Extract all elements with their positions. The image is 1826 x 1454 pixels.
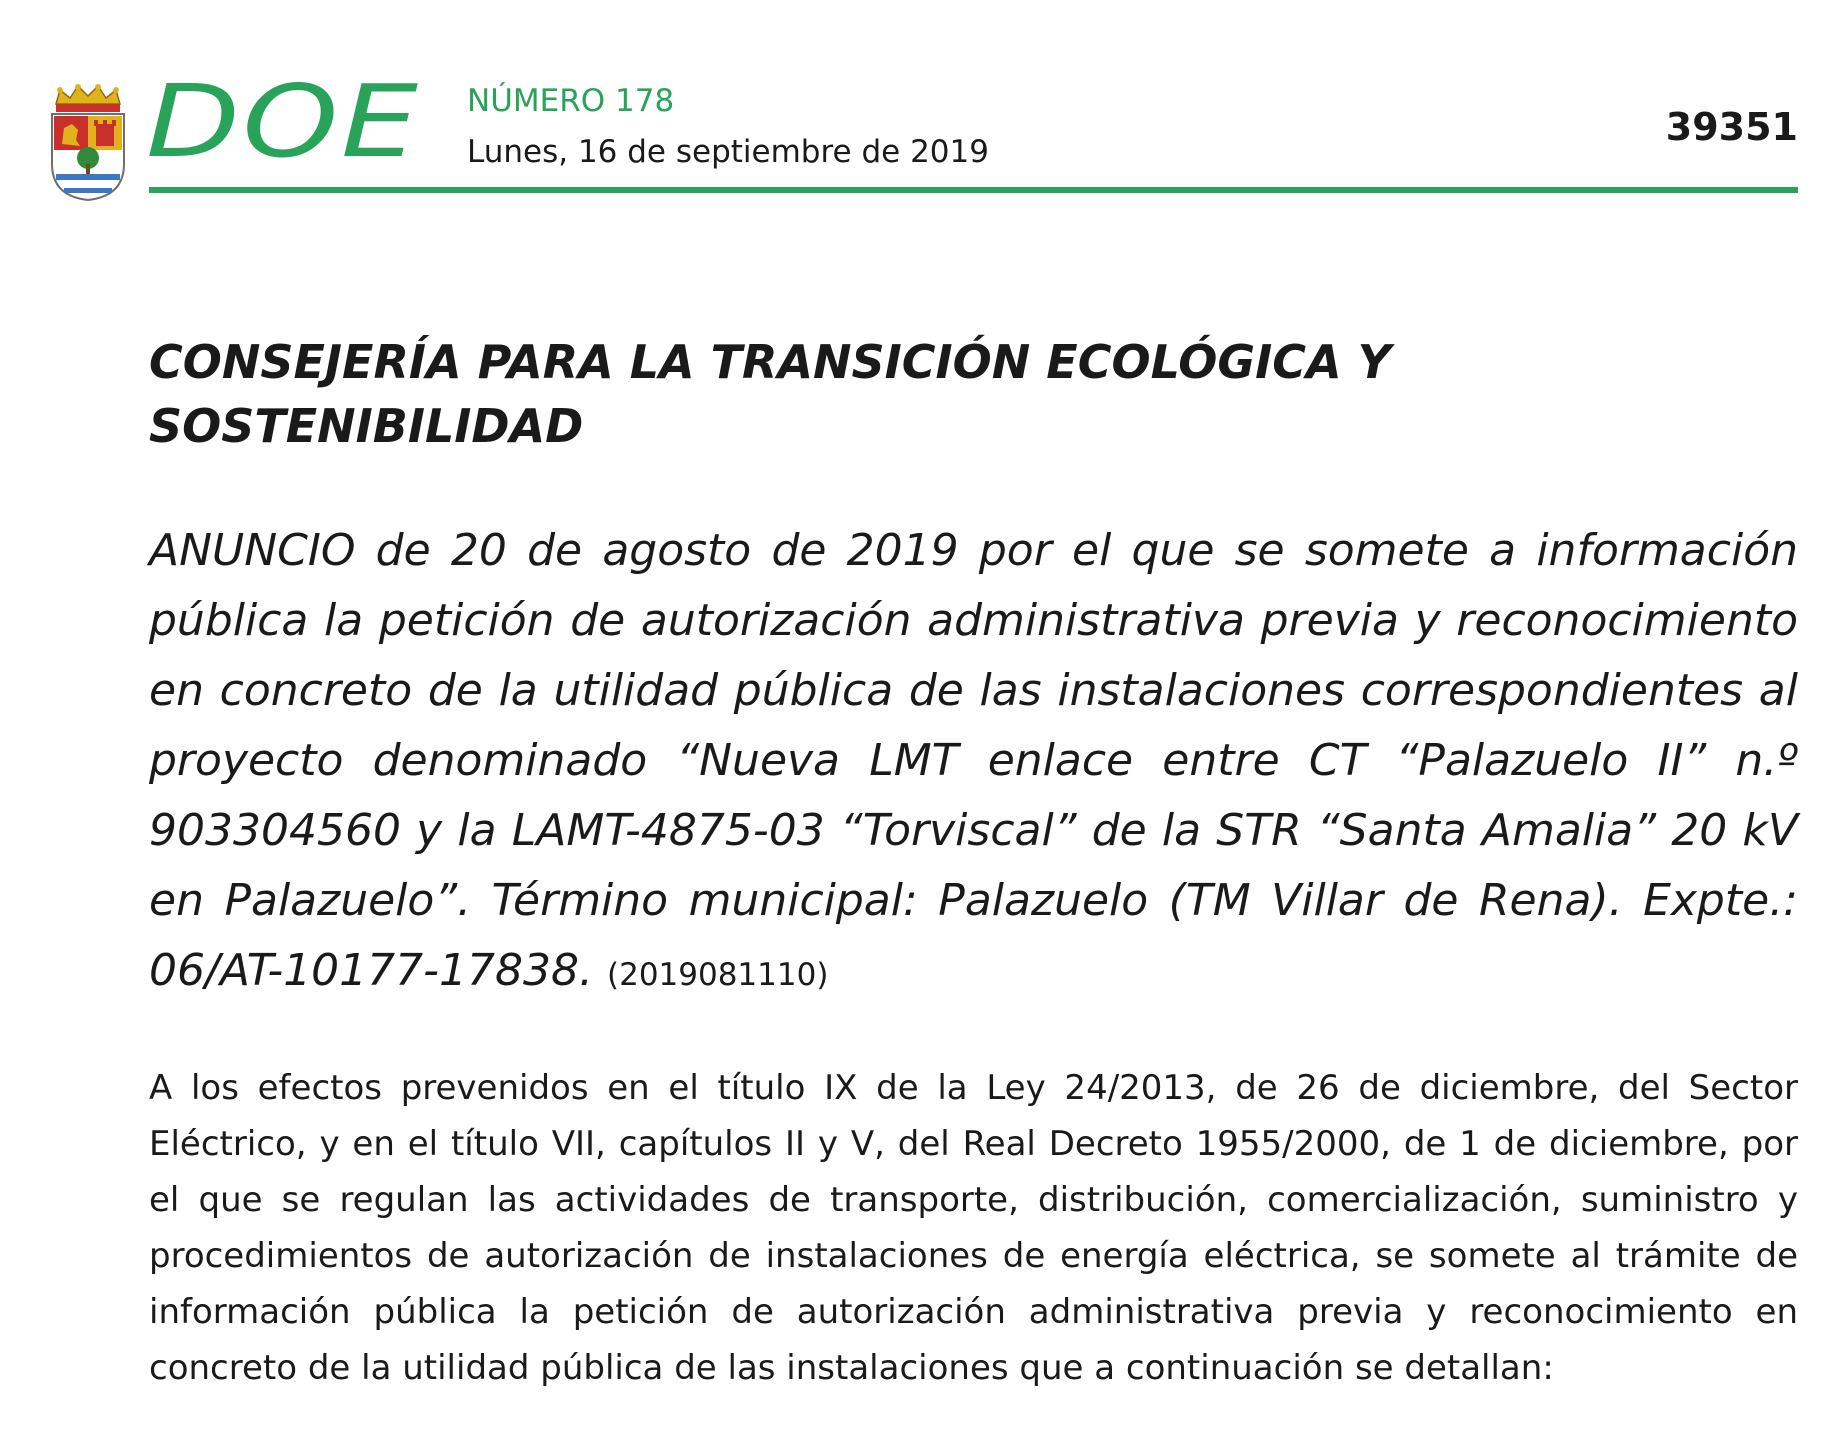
body-paragraph: A los efectos prevenidos en el título IX de la Ley 24/2013, de 26 de diciembre, del Sector Eléctrico, y en el título VII, capítulos II y V, del Real Decreto 1955/2000, de 1 de diciembre, por el que se regulan las actividades de transporte, distribución, comercialización, suministro y procedimientos de autorización de instalaciones de energía eléctrica, se somete al trámite de información pública la petición de autorización administrativa previa y reconocimiento en concreto de la utilidad pública de las instalaciones que a continuación se detallan: [149, 1068, 1798, 1388]
coat-of-arms-icon [46, 84, 130, 202]
announcement-text: ANUNCIO de 20 de agosto de 2019 por el que se somete a información pública la petición de autorización administrativa previa y reconocimiento en concreto de la utilidad pública de las instalaciones correspondientes al proyecto denominado “Nueva LMT enlace entre CT “Palazuelo II” n.º 903304560 y la LAMT-4875-03 “Torviscal” de la STR “Santa Amalia” 20 kV en Palazuelo”. Término municipal: Palazuelo (TM Villar de Rena). Expte.: 06/AT-10177-17838. [149, 525, 1798, 996]
department-heading: CONSEJERÍA PARA LA TRANSICIÓN ECOLÓGICA Y SOSTENIBILIDAD [149, 335, 1391, 453]
doe-logo: DOE [146, 63, 421, 180]
announcement-title [149, 516, 1798, 1010]
issue-date: Lunes, 16 de septiembre de 2019 [467, 134, 989, 170]
issue-number: NÚMERO 178 [467, 83, 675, 119]
page-header [0, 0, 1826, 200]
header-divider [149, 187, 1798, 193]
page-number: 39351 [1665, 105, 1798, 149]
announcement-code: (2019081110) [607, 957, 829, 993]
